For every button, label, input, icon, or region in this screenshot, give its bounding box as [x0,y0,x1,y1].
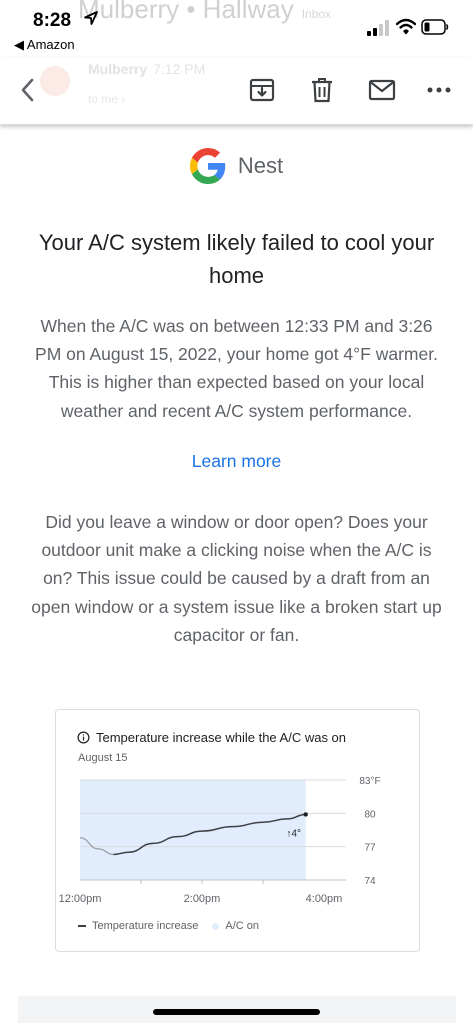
x-tick-label: 12:00pm [58,893,102,905]
battery-icon [421,19,449,35]
delete-button[interactable] [306,74,338,106]
archive-button[interactable] [246,74,278,106]
more-options-button[interactable] [423,74,455,106]
brand-name: Nest [237,153,284,178]
chart-title [77,730,346,745]
brand-header [0,144,473,188]
chart-legend [78,920,259,932]
x-tick-label: 2:00pm [183,893,221,905]
info-icon [77,731,90,744]
cellular-signal-icon [367,20,391,36]
temperature-end-point [304,812,308,816]
ghost-recipient: to me › [88,92,126,106]
legend-line-label: Temperature increase [92,920,199,932]
location-arrow-icon [83,10,99,26]
chart-date: August 15 [78,752,128,764]
google-g-logo-icon [190,148,226,184]
home-indicator[interactable] [153,1009,320,1015]
trash-icon [311,77,333,103]
y-tick-label: 74 [364,876,376,887]
status-time: 8:28 [33,10,72,31]
wifi-icon [396,18,416,36]
y-tick-label: 77 [364,842,376,854]
sender-avatar [40,66,70,96]
ghost-email-title: Mulberry • Hallway Inbox [78,0,332,24]
back-button[interactable] [12,74,44,106]
email-paragraph-1: When the A/C was on between 12:33 PM and 3:26 PM on August 15, 2022, your home got 4°F warmer. This is higher than expected based on your local weather and recent A/C system performance. [35,316,438,421]
increase-annotation: ↑4° [286,828,301,840]
back-to-app-link[interactable]: ◀ Amazon [14,37,75,52]
temperature-chart [56,770,419,920]
temperature-chart-card [55,709,420,952]
ghost-sender-name: Mulberry 7:12 PM [88,61,206,77]
learn-more-link[interactable]: Learn more [191,451,282,471]
x-tick-label: 4:00pm [305,893,343,905]
ac-on-area [80,780,306,880]
status-bar [0,0,473,58]
archive-icon [249,78,275,102]
y-tick-label: 83°F [359,776,381,787]
email-paragraph-2: Did you leave a window or door open? Does your outdoor unit make a clicking noise when the A/C is on? This issue could be caused by a draft from an open window or a system issue like a broken start up capacitor or fan. [31,512,442,645]
legend-line-swatch [78,925,86,927]
email-toolbar [0,58,473,125]
envelope-icon [368,79,396,101]
legend-area-swatch [212,923,219,930]
chevron-left-icon [17,77,39,103]
mark-unread-button[interactable] [366,74,398,106]
y-tick-label: 80 [364,809,376,821]
legend-area-label: A/C on [225,920,260,932]
email-heading: Your A/C system likely failed to cool your home [38,230,435,288]
chart-title-text: Temperature increase while the A/C was on [96,730,347,745]
more-horizontal-icon [427,86,451,94]
